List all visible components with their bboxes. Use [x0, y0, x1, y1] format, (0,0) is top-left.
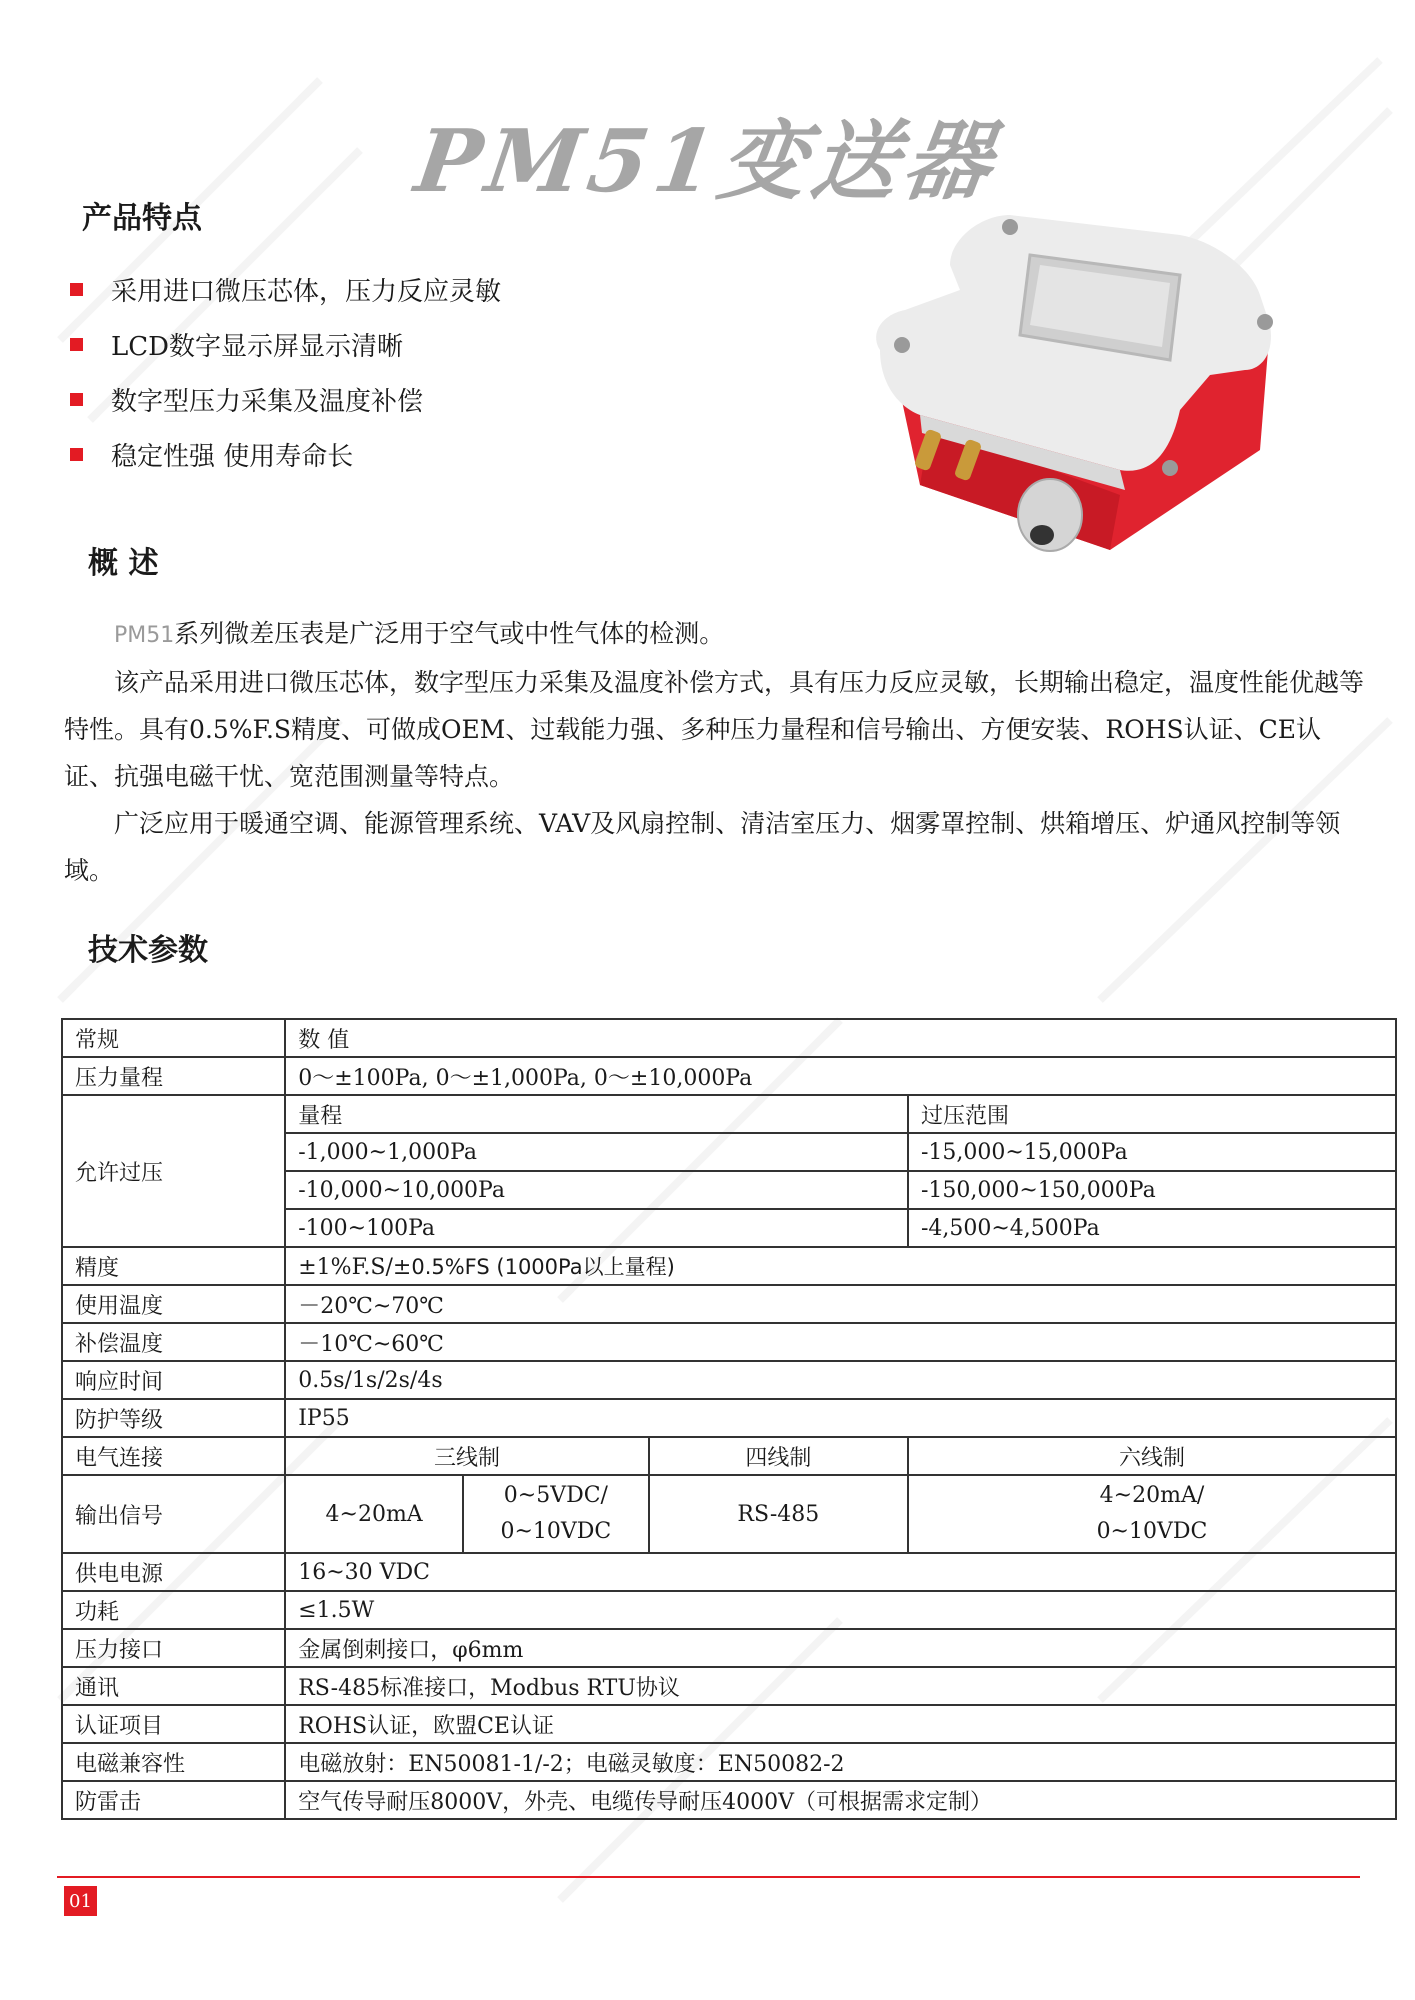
- overview-text: [64, 610, 1364, 894]
- overview-paragraph: PM51系列微差压表是广泛用于空气或中性气体的检测。: [114, 619, 725, 648]
- table-row: -10,000~10,000Pa -150,000~150,000Pa: [62, 1171, 1396, 1209]
- table-row: 供电电源 16~30 VDC: [62, 1553, 1396, 1591]
- feature-item: 采用进口微压芯体，压力反应灵敏: [70, 262, 501, 317]
- table-row: 认证项目 ROHS认证，欧盟CE认证: [62, 1705, 1396, 1743]
- product-image: [850, 195, 1290, 555]
- table-row: 电磁兼容性 电磁放射：EN50081-1/-2；电磁灵敏度：EN50082-2: [62, 1743, 1396, 1781]
- features-heading: 产品特点: [82, 201, 202, 236]
- table-row: -1,000~1,000Pa -15,000~15,000Pa: [62, 1133, 1396, 1171]
- table-row: 补偿温度 －10℃~60℃: [62, 1323, 1396, 1361]
- document-title: PM51变送器: [409, 111, 1004, 212]
- table-row: 电气连接 三线制 四线制 六线制: [62, 1437, 1396, 1475]
- table-row: 使用温度 －20℃~70℃: [62, 1285, 1396, 1323]
- red-square-bullet-icon: [70, 448, 83, 461]
- table-row: 防雷击 空气传导耐压8000V，外壳、电缆传导耐压4000V（可根据需求定制）: [62, 1781, 1396, 1819]
- specs-heading: 技术参数: [88, 933, 208, 968]
- spec-table: [61, 1018, 1397, 1820]
- table-row: 通讯 RS-485标准接口，Modbus RTU协议: [62, 1667, 1396, 1705]
- red-square-bullet-icon: [70, 283, 83, 296]
- table-row: -100~100Pa -4,500~4,500Pa: [62, 1209, 1396, 1247]
- model-name: PM51: [114, 623, 175, 648]
- red-square-bullet-icon: [70, 338, 83, 351]
- feature-item: 数字型压力采集及温度补偿: [70, 372, 501, 427]
- overview-heading: 概 述: [88, 546, 159, 581]
- page-number-badge: 01: [64, 1886, 97, 1916]
- table-row: 响应时间 0.5s/1s/2s/4s: [62, 1361, 1396, 1399]
- feature-list: [70, 262, 501, 482]
- footer-divider: [57, 1876, 1360, 1878]
- overview-paragraph: 该产品采用进口微压芯体，数字型压力采集及温度补偿方式，具有压力反应灵敏，长期输出稳定，温度性能优越等特性。具有0.5%F.S精度、可做成OEM、过载能力强、多种压力量程和信号输出、方便安装、ROHS认证、CE认证、抗强电磁干忧、宽范围测量等特点。: [64, 668, 1365, 791]
- table-row: 压力量程 0～±100Pa, 0～±1,000Pa, 0～±10,000Pa: [62, 1057, 1396, 1095]
- table-row: 常规 数 值: [62, 1019, 1396, 1057]
- feature-item: 稳定性强 使用寿命长: [70, 427, 501, 482]
- table-row: 精度 ±1%F.S/±0.5%FS (1000Pa以上量程): [62, 1247, 1396, 1285]
- table-row: 输出信号 4~20mA 0~5VDC/ 0~10VDC RS-485 4~20mA/ 0~10VDC: [62, 1475, 1396, 1553]
- table-row: 压力接口 金属倒刺接口，φ6mm: [62, 1629, 1396, 1667]
- table-row: 功耗 ≤1.5W: [62, 1591, 1396, 1629]
- table-row: 防护等级 IP55: [62, 1399, 1396, 1437]
- red-square-bullet-icon: [70, 393, 83, 406]
- table-row: 允许过压 量程 过压范围: [62, 1095, 1396, 1133]
- overview-paragraph: 广泛应用于暖通空调、能源管理系统、VAV及风扇控制、清洁室压力、烟雾罩控制、烘箱增压、炉通风控制等领域。: [64, 809, 1341, 885]
- feature-item: LCD数字显示屏显示清晰: [70, 317, 501, 372]
